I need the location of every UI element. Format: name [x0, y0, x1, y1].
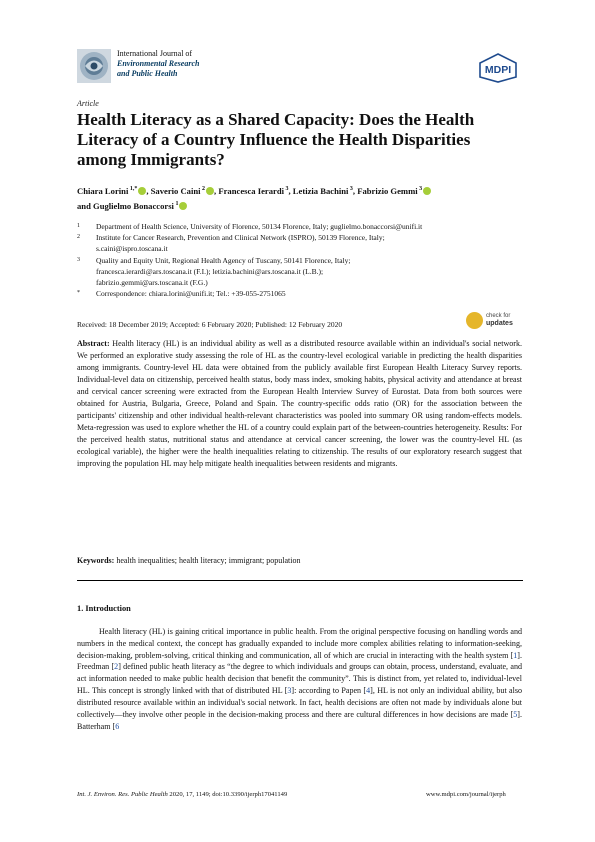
abstract-label: Abstract:: [77, 339, 110, 348]
affiliation-item: [77, 288, 527, 299]
affiliation-line: fabrizio.gemmi@ars.toscana.it (F.G.): [96, 278, 208, 288]
author-list: [77, 184, 527, 214]
affiliation-line: Institute for Cancer Research, Prevention and Clinical Network (ISPRO), 50139 Florence, Italy;: [96, 233, 385, 243]
author-name: Letizia Bachini: [292, 186, 349, 196]
citation-link[interactable]: 1: [513, 650, 518, 660]
affiliation-line: Quality and Equity Unit, Regional Health Agency of Tuscany, 50141 Florence, Italy;: [96, 255, 351, 265]
article-type: Article: [77, 99, 99, 108]
author[interactable]: [357, 186, 431, 196]
affiliation-text: [96, 255, 527, 289]
intro-text: Health literacy (HL) is gaining critical importance in public health. From the original perspective focusing on handling words and numbers in the medical context, the concept has gradually expanded to include more complex abilities relating to information-seeking, decision-making, problem-solving, critical thinking and communication, all of which are crucial in interacting with the health system [: [77, 627, 522, 660]
affiliation-text: [96, 232, 527, 254]
footer-journal-url[interactable]: www.mdpi.com/journal/ijerph: [426, 791, 506, 798]
affiliations: [77, 221, 527, 299]
introduction-paragraph: [77, 626, 522, 732]
check-updates-line1: check for: [486, 313, 511, 319]
affiliation-text: [96, 288, 527, 299]
citation-link[interactable]: 6: [115, 721, 120, 731]
affiliation-text: [96, 221, 527, 232]
author-separator: ,: [146, 186, 149, 196]
article-title: Health Literacy as a Shared Capacity: Does the Health Literacy of a Country Influence the Health Disparities among Immigrants?: [77, 110, 475, 169]
author-affiliation-sup: 1,*: [128, 186, 138, 193]
affiliation-number: 2: [77, 234, 80, 241]
author[interactable]: [151, 186, 217, 196]
intro-text: ] defined public heath literacy as “the degree to which individuals and groups can obtain, process, understand, evaluate, and act information needed to make public health decision that benefit the community”. This is distinct from, yet related to, individual-level HL. This concept is strongly linked with that of distributed HL [: [77, 662, 522, 696]
affiliation-line: Correspondence: chiara.lorini@unifi.it; Tel.: +39-055-2751065: [96, 289, 286, 299]
affiliation-line: s.caini@ispro.toscana.it: [96, 244, 168, 254]
intro-text: ]: according to Papen [: [291, 686, 367, 696]
author-separator: ,: [214, 186, 217, 196]
check-updates-icon: [466, 312, 483, 329]
intro-text: ]. Freedman [: [77, 650, 522, 672]
author-name: Chiara Lorini: [77, 186, 129, 196]
author-affiliation-sup: 1: [173, 201, 179, 208]
intro-text: ], HL is not only an individual ability, but also distributed resource available within an individual's social network. In fact, health decisions are often not made by individuals alone but collectively—they involve other people in the decision-making process and there are cultural differences in how decisions are made [: [77, 686, 523, 719]
check-updates-line2: updates: [486, 320, 513, 327]
journal-name-line1: International Journal of: [117, 49, 193, 58]
footer-journal-abbrev: Int. J. Environ. Res. Public Health: [77, 791, 168, 798]
footer-citation: [77, 791, 287, 798]
affiliation-line: Department of Health Science, University of Florence, 50134 Florence, Italy; guglielmo.bonaccorsi@unifi.it: [96, 222, 423, 231]
abstract: [77, 338, 522, 471]
author-affiliation-sup: 3: [348, 186, 353, 193]
keywords-label: Keywords:: [77, 556, 115, 565]
journal-name-line2: Environmental Research: [117, 59, 200, 68]
check-for-updates-badge[interactable]: [466, 311, 526, 331]
publication-dates: Received: 18 December 2019; Accepted: 6 February 2020; Published: 12 February 2020: [77, 320, 343, 329]
author-name: Saverio Caini: [150, 186, 201, 196]
author-name: Francesca Ierardi: [218, 186, 284, 196]
section-heading-introduction: 1. Introduction: [77, 604, 131, 613]
affiliation-number: 3: [77, 256, 80, 263]
citation-link[interactable]: 2: [114, 662, 119, 672]
author[interactable]: [293, 186, 355, 196]
affiliation-number: *: [77, 290, 80, 297]
keywords: [77, 556, 522, 565]
section-divider: [77, 580, 523, 581]
citation-link[interactable]: 4: [366, 686, 371, 696]
author-name: and Guglielmo Bonaccorsi: [77, 201, 174, 211]
orcid-icon[interactable]: [179, 202, 187, 210]
citation-link[interactable]: 3: [287, 686, 292, 696]
journal-name: [117, 49, 199, 79]
orcid-icon[interactable]: [423, 187, 431, 195]
orcid-icon[interactable]: [206, 186, 217, 196]
keywords-text: health inequalities; health literacy; immigrant; population: [116, 556, 301, 565]
affiliation-item: [77, 221, 527, 232]
author-name: Fabrizio Gemmi: [357, 186, 418, 196]
citation-link[interactable]: 5: [513, 709, 518, 719]
mdpi-logo: [478, 53, 518, 83]
author[interactable]: [77, 201, 187, 211]
author[interactable]: [218, 186, 290, 196]
intro-text: ]. Batterham [: [77, 709, 522, 731]
affiliation-item: [77, 255, 527, 289]
journal-name-line3: and Public Health: [117, 69, 178, 78]
author-affiliation-sup: 3: [417, 186, 423, 193]
mdpi-logo-text: MDPI: [484, 64, 512, 76]
author[interactable]: [77, 186, 148, 196]
footer-doi: 2020, 17, 1149; doi:10.3390/ijerph17041149: [169, 791, 288, 798]
author-affiliation-sup: 3: [283, 186, 289, 193]
journal-emblem-icon: [77, 49, 111, 83]
author-affiliation-sup: 2: [200, 186, 206, 193]
abstract-text: Health literacy (HL) is an individual ability as well as a distributed resource available within an individual's social network. We performed an explorative study assessing the role of HL as the country-level ecological variable in predicting the health disparities among immigrants. Country-level HL data were obtained from the publicly available first European Health Literacy Survey reports. Individual-level data on citizenship, perceived health status, body mass index, smoking habits, physical activity and attendance at breast and cervical cancer screening were extracted from the European Health Interview Survey of Eurostat. Data from both sources were obtained for Austria, Bulgaria, Greece, Poland and Spain. The country-specific odds ratio (OR) for the association between the participants' citizenship and other individual health-relevant characteristics was pooled into summary OR using random-effects models. Meta-regression was used to explore whether the HL of a country could explain part of the between-countries heterogeneity. Results: For the perceived health status, nutritional status and attendance at cervical cancer screening, the lower was the country-level HL (as ecological variable), the higher were the health inequalities relating to citizenship. The results of our exploratory research suggest that improving the population HL may help mitigate health inequalities between residents and migrants.: [77, 339, 523, 469]
author-separator: ,: [288, 186, 291, 196]
affiliation-line: francesca.ierardi@ars.toscana.it (F.I.); letizia.bachini@ars.toscana.it (L.B.);: [96, 266, 324, 276]
author-separator: ,: [352, 186, 356, 196]
affiliation-item: [77, 232, 527, 254]
affiliation-number: 1: [77, 223, 80, 229]
